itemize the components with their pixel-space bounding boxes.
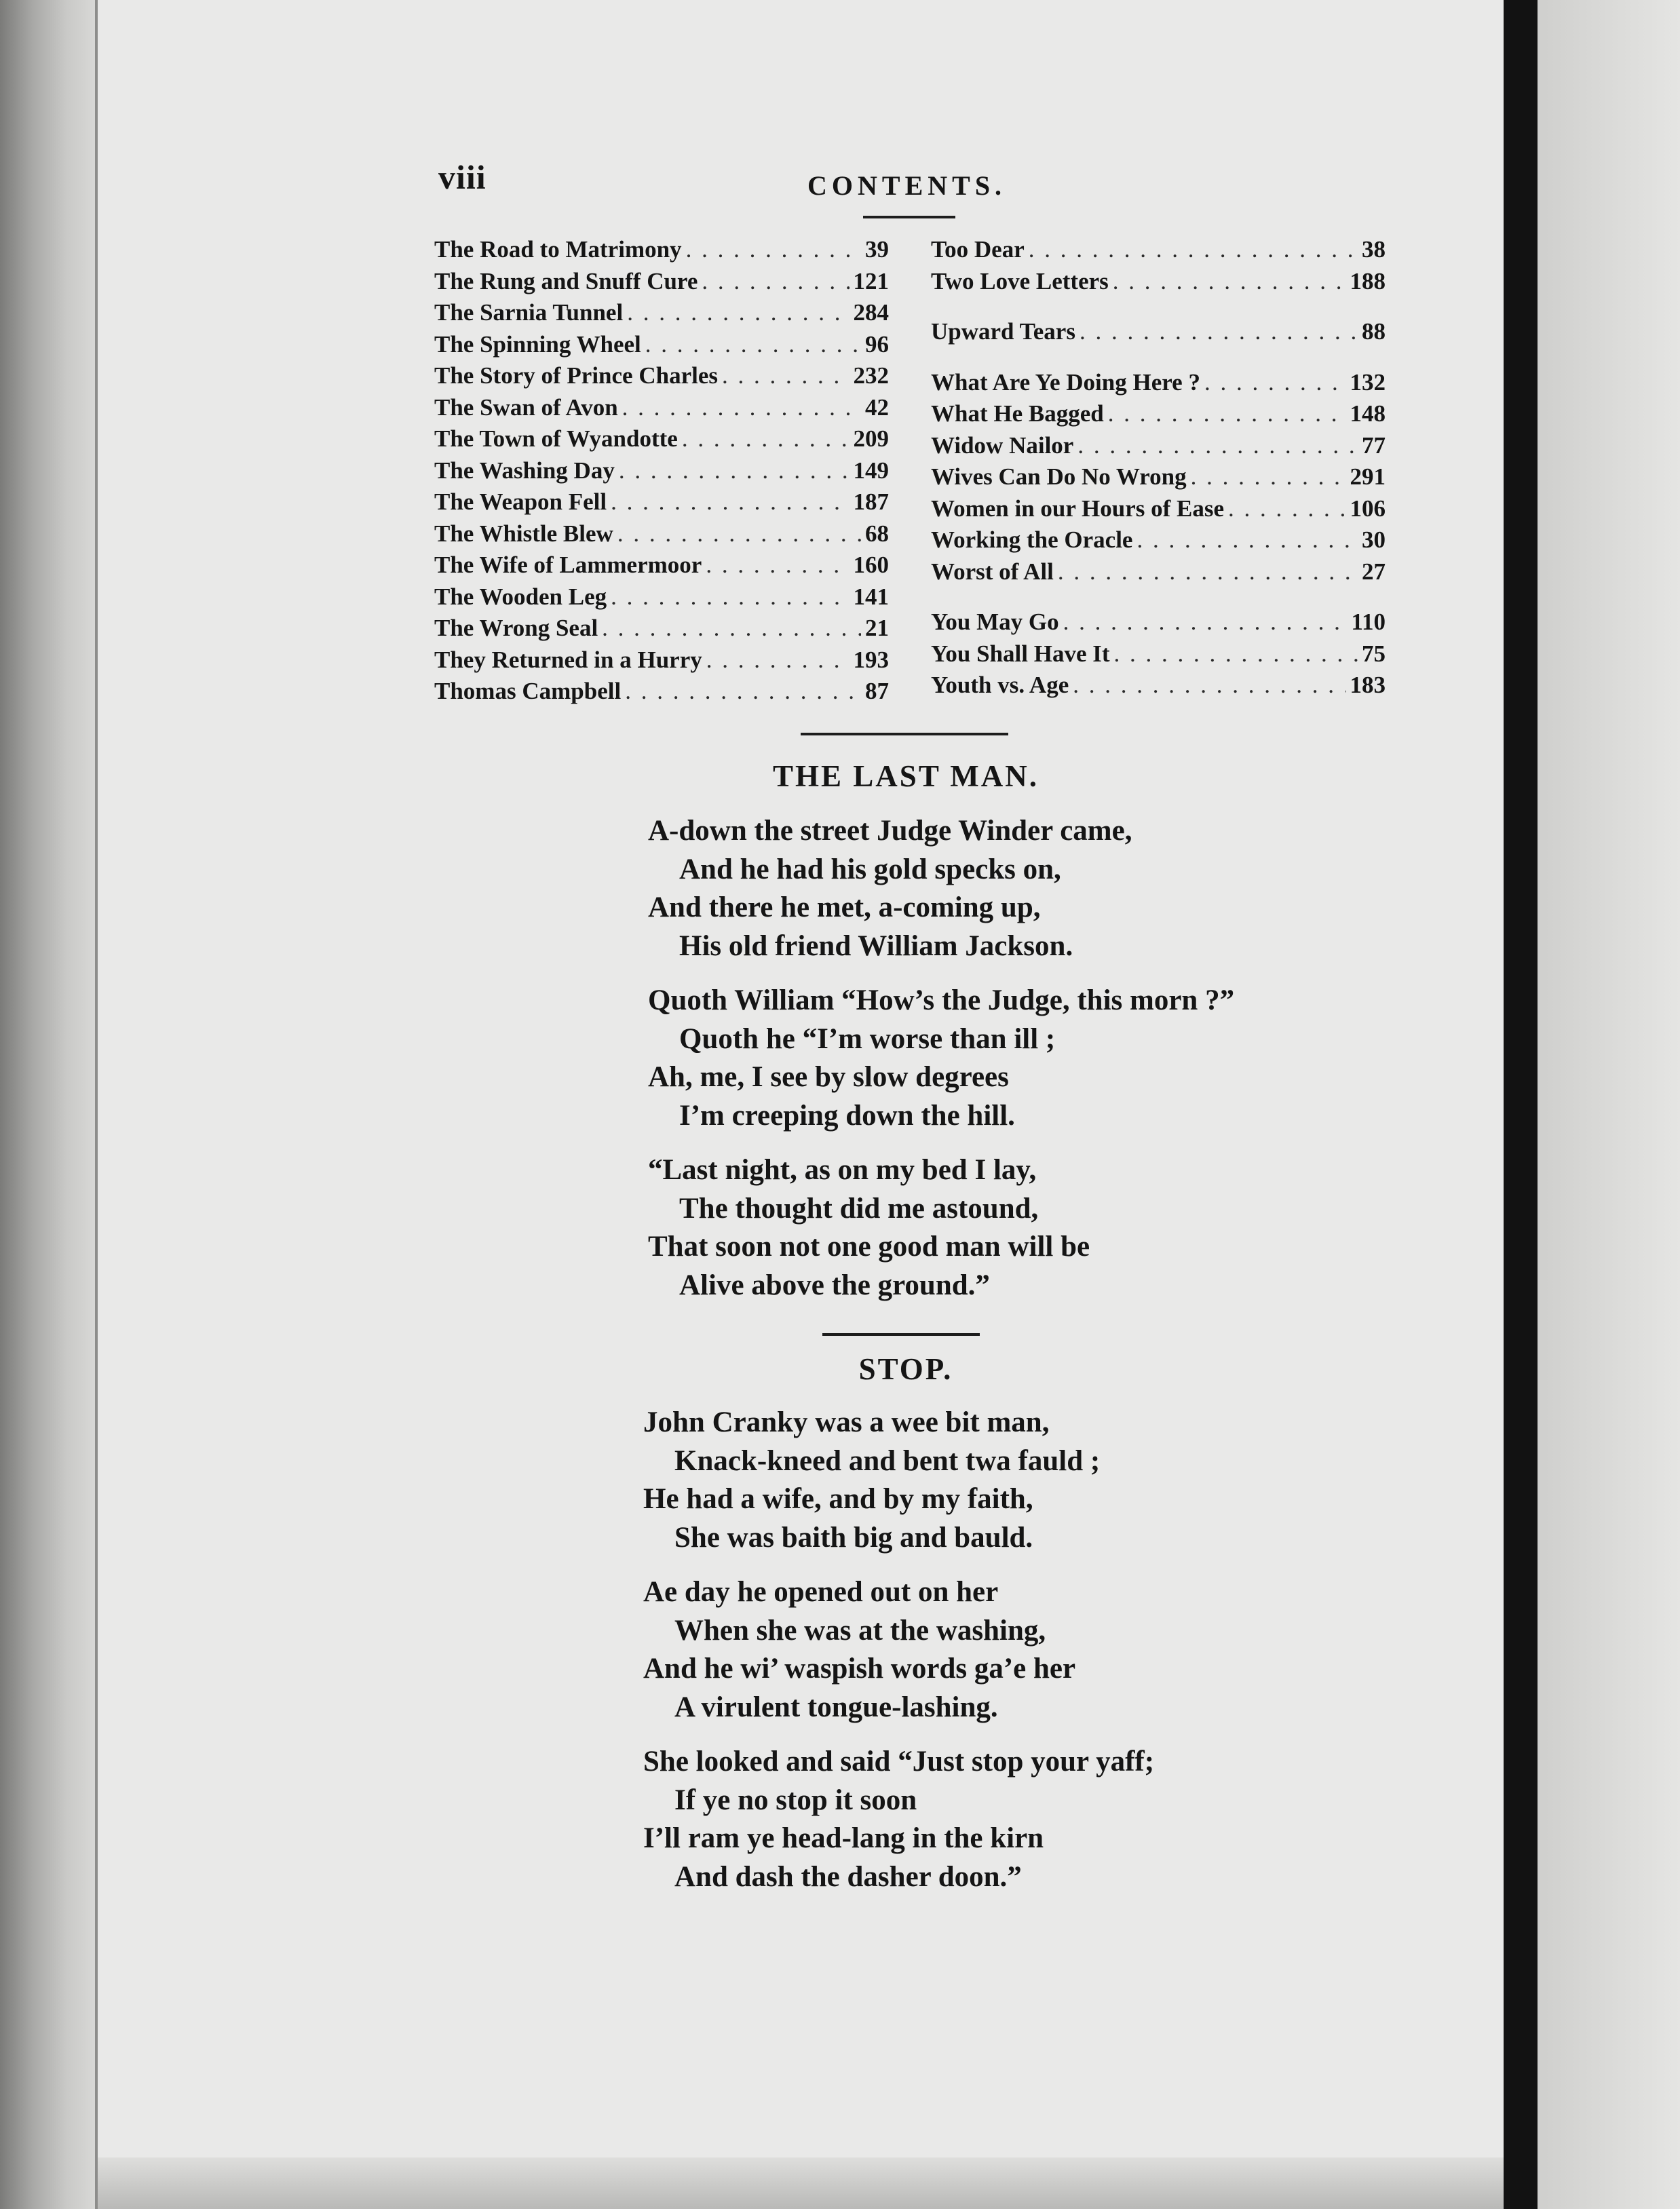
poem-line: A-down the street Judge Winder came, [648, 815, 1132, 847]
running-head: CONTENTS. [807, 170, 1007, 201]
contents-entry: The Whistle Blew . . . 68 [434, 520, 889, 552]
poem-line: A virulent tongue-lashing. [674, 1691, 998, 1723]
poem-line: He had a wife, and by my faith, [643, 1483, 1033, 1515]
contents-entry: Working the Oracle . . . 30 [931, 526, 1386, 558]
contents-entry: What He Bagged . . . 148 [931, 400, 1386, 432]
scan-left-margin [0, 0, 95, 2209]
contents-entry: They Returned in a Hurry . . . 193 [434, 647, 889, 678]
poem-line: And he wi’ waspish words ga’e her [643, 1653, 1076, 1685]
poem-line: Quoth he “I’m worse than ill ; [679, 1022, 1056, 1055]
poem-line: His old friend William Jackson. [679, 929, 1073, 962]
poem-line: I’m creeping down the hill. [679, 1099, 1015, 1132]
contents-letter-gap [931, 350, 1386, 369]
contents-entry: The Swan of Avon . . . 42 [434, 394, 889, 426]
contents-entry: The Sarnia Tunnel . . . 284 [434, 299, 889, 331]
poem-line: She was baith big and bauld. [674, 1521, 1033, 1554]
poem-line: “Last night, as on my bed I lay, [648, 1154, 1037, 1186]
contents-entry: The Town of Wyandotte . . . 209 [434, 425, 889, 457]
contents-entry: The Wife of Lammermoor . . . 160 [434, 552, 889, 583]
stanza-break [648, 967, 1234, 984]
contents-entry: Thomas Campbell . . . 87 [434, 678, 889, 710]
contents-entry: Widow Nailor . . . 77 [931, 432, 1386, 464]
book-spine-gutter [1504, 0, 1538, 2209]
poem-line: The thought did me astound, [679, 1192, 1039, 1225]
contents-entry: The Wrong Seal . . . 21 [434, 615, 889, 647]
contents-entry: The Washing Day . . . 149 [434, 457, 889, 489]
poem-body [643, 1406, 1154, 1898]
poem-title: THE LAST MAN. [773, 759, 1039, 793]
contents-entry: Youth vs. Age . . . 183 [931, 672, 1386, 704]
poem-line: That soon not one good man will be [648, 1231, 1090, 1263]
contents-entry: You Shall Have It . . . 75 [931, 640, 1386, 672]
contents-letter-gap [931, 590, 1386, 609]
poem-line: If ye no stop it soon [674, 1784, 917, 1816]
poem-line: Ah, me, I see by slow degrees [648, 1061, 1009, 1093]
poem-line: And dash the dasher doon.” [674, 1860, 1022, 1893]
contents-entry: The Story of Prince Charles . . . 232 [434, 362, 889, 394]
contents-entry: You May Go . . . 110 [931, 609, 1386, 640]
poem-line: When she was at the washing, [674, 1614, 1046, 1647]
stanza-break [648, 1137, 1234, 1153]
stanza-break [643, 1559, 1154, 1575]
contents-entry: What Are Ye Doing Here ? . . . 132 [931, 369, 1386, 401]
contents-end-rule [801, 733, 1008, 735]
contents-entry: Worst of All . . . 27 [931, 558, 1386, 590]
contents-letter-gap [931, 299, 1386, 318]
page-number: viii [438, 158, 486, 196]
poem-line: John Cranky was a wee bit man, [643, 1406, 1050, 1438]
poem-body [648, 814, 1234, 1307]
contents-entry: Upward Tears . . . 88 [931, 318, 1386, 350]
poem-line: And there he met, a-coming up, [648, 891, 1041, 923]
contents-entry: The Weapon Fell . . . 187 [434, 488, 889, 520]
contents-right-column [931, 236, 1386, 704]
contents-entry: The Road to Matrimony . . . 39 [434, 236, 889, 268]
poem-line: Alive above the ground.” [679, 1269, 990, 1301]
header-rule [863, 216, 955, 218]
poem-line: Ae day he opened out on her [643, 1576, 999, 1608]
poem-title: STOP. [858, 1352, 953, 1386]
contents-entry: Too Dear . . . 38 [931, 236, 1386, 268]
facing-page-edge [1538, 0, 1680, 2209]
contents-entry: Wives Can Do No Wrong . . . 291 [931, 463, 1386, 495]
poem-divider-rule [822, 1333, 980, 1336]
contents-entry: The Spinning Wheel . . . 96 [434, 331, 889, 363]
contents-entry: The Wooden Leg . . . 141 [434, 583, 889, 615]
poem-line: She looked and said “Just stop your yaff; [643, 1746, 1155, 1778]
contents-entry: The Rung and Snuff Cure . . . 121 [434, 268, 889, 300]
poem-line: I’ll ram ye head-lang in the kirn [643, 1822, 1044, 1854]
contents-entry: Women in our Hours of Ease . . . 106 [931, 495, 1386, 527]
poem-line: And he had his gold specks on, [679, 853, 1061, 885]
poem-line: Quoth William “How’s the Judge, this morn ?” [648, 984, 1235, 1016]
contents-left-column [434, 236, 889, 710]
poem-line: Knack-kneed and bent twa fauld ; [674, 1444, 1101, 1477]
contents-entry: Two Love Letters . . . 188 [931, 268, 1386, 300]
page-bottom-shadow [98, 2157, 1504, 2209]
stanza-break [643, 1729, 1154, 1745]
